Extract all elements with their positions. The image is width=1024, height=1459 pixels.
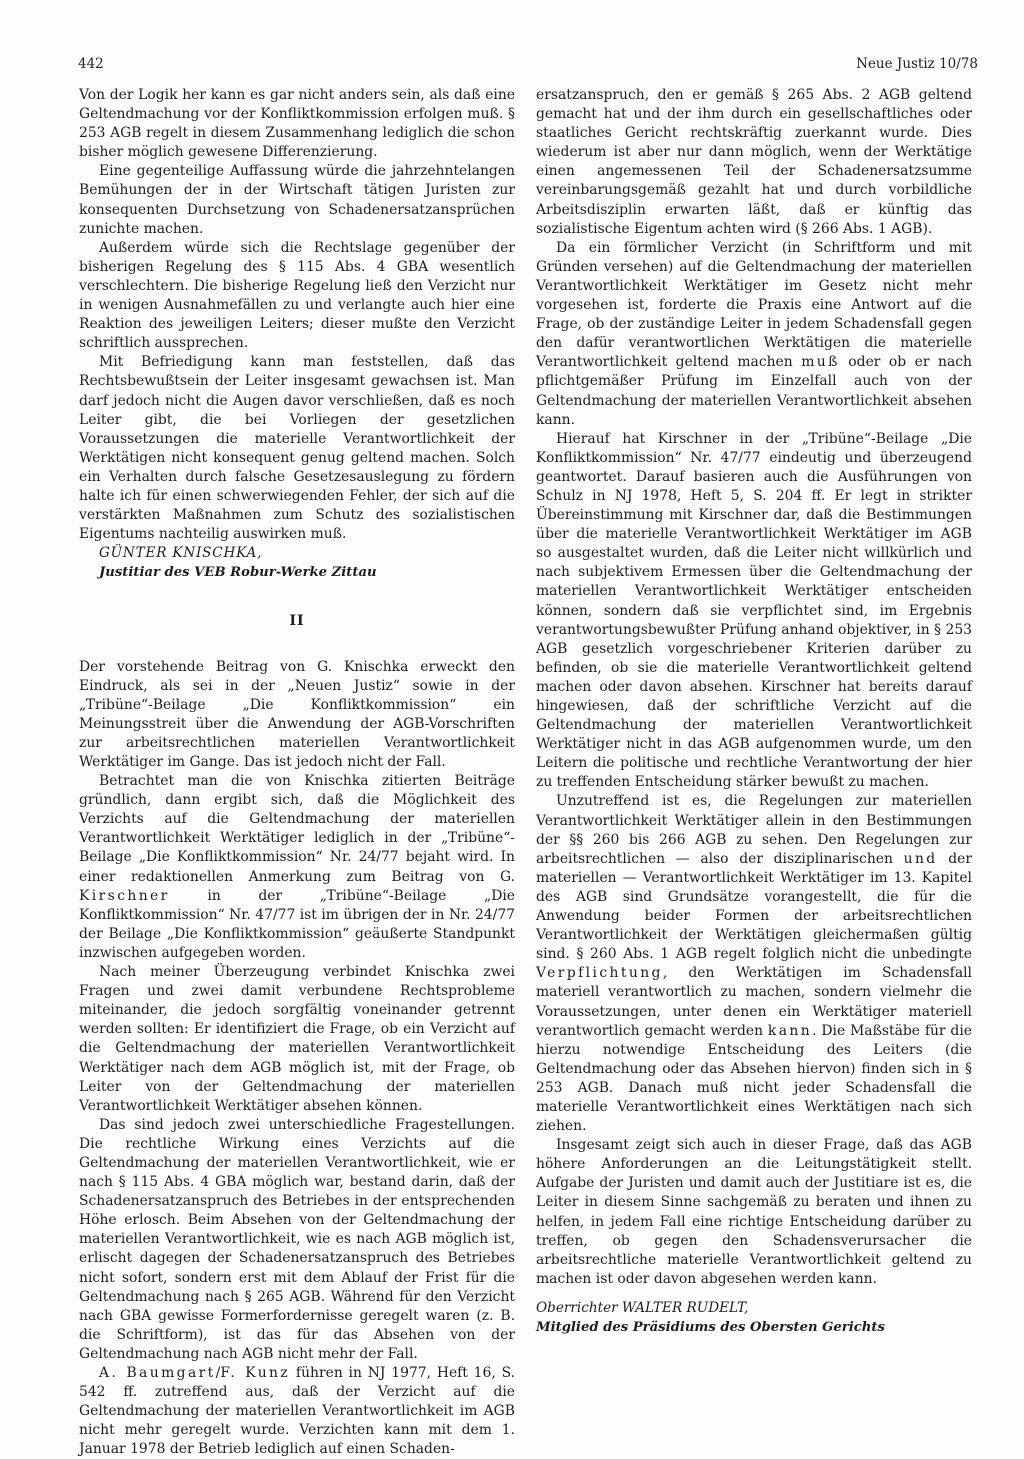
paragraph: Hierauf hat Kirschner in der „Tribüne“-Beilage „Die Konfliktkommission“ Nr. 47/77 eindeutig und überzeugend geantwortet. Darauf basieren auch die Ausführungen von Schulz in NJ 1978, Heft 5, S. 204 ff. Er legt in strikter Übereinstimmung mit Kirschner dar, daß die Bestimmungen über die materielle Verantwortlichkeit Werktätiger im AGB so ausgestaltet wurden, daß die Leiter nicht willkürlich und nach subjektivem Ermessen über die Geltendmachung der materiellen Verantwortlichkeit Werktätiger entscheiden können, sondern daß sie verpflichtet sind, im Ergebnis verantwortungsbewußter Prüfung anhand objektiver, in § 253 AGB gesetzlich vorgeschriebener Kriterien darüber zu befinden, ob sie die materielle Verantwortlichkeit geltend machen oder davon absehen. Kirschner hat bereits darauf hingewiesen, daß der schriftliche Verzicht auf die Geltendmachung der materiellen Verantwortlichkeit Werktätiger nicht in das AGB aufgenommen wurde, um den Leitern die politische und rechtliche Verantwortung der hier zu treffenden Entscheidung stärker bewußt zu machen. xyxy=(536,430,972,791)
journal-issue: Neue Justiz 10/78 xyxy=(856,56,978,72)
text-run: in der „Tribüne“-Beilage „Die Konfliktkommission“ Nr. 47/77 ist im übrigen der in Nr. 24/77 der Beilage „Die Konfliktkommission“ geäußerte Standpunkt inzwischen aufgegeben worden. xyxy=(79,887,515,961)
paragraph: Insgesamt zeigt sich auch in dieser Frage, daß das AGB höhere Anforderungen an die Leitungstätigkeit stellt. Aufgabe der Juristen und damit auch der Justitiare ist es, die Leiter in diesem Sinne sachgemäß zu beraten und ihnen zu helfen, in jedem Fall eine richtige Entscheidung darüber zu treffen, ob gegen den Schadensverursacher die arbeitsrechtliche materielle Verantwortlichkeit geltend zu machen ist oder davon abgesehen werden kann. xyxy=(536,1137,972,1287)
spaced-name: Kirschner xyxy=(79,887,170,904)
paragraph: Von der Logik her kann es gar nicht anders sein, als daß eine Geltendmachung vor der Konfliktkommission erfolgen muß. § 253 AGB regelt in diesem Zusammenhang lediglich die schon bisher möglich gewesene Differenzierung. xyxy=(79,87,515,161)
author-role: Mitglied des Präsidiums des Obersten Gerichts xyxy=(536,1320,885,1335)
text-run: oder ob er nach pflichtgemäßer Prüfung im Einzelfall auch von der Geltendmachung der materiellen Verantwortlichkeit absehen kann. xyxy=(536,354,972,428)
paragraph: Nach meiner Überzeugung verbindet Knischka zwei Fragen und zwei damit verbundene Rechtsprobleme miteinander, die jedoch sorgfältig voneinander getrennt werden sollten: Er identifiziert die Frage, ob ein Verzicht auf die Geltendmachung der materiellen Verantwortlichkeit Werktätiger nach dem AGB möglich ist, mit der Frage, ob Leiter von der Geltendmachung der materiellen Verantwortlichkeit Werktätiger absehen können. xyxy=(79,964,515,1114)
signature-block xyxy=(536,1299,972,1337)
text-run: führen in NJ 1977, Heft 16, S. 542 ff. zutreffend aus, daß der Verzicht auf die Geltendmachung der materiellen Verantwortlichkeit im AGB nicht mehr geregelt wurde. Verzichten kann mit dem 1. Januar 1978 der Betrieb lediglich auf einen Schaden- xyxy=(79,1365,516,1458)
paragraph: ersatzanspruch, den er gemäß § 265 Abs. 2 AGB geltend gemacht hat und der ihm durch ein gesellschaftliches oder staatliches Gericht rechtskräftig zuerkannt wurde. Dies wiederum ist aber nur dann möglich, wenn der Werktätige einen angemessenen Teil der Schadenersatzsumme vereinbarungsgemäß gezahlt hat und durch vorbildliche Arbeitsdisziplin erwarten läßt, daß er künftig das sozialistische Eigentum achten wird (§ 266 Abs. 1 AGB). xyxy=(536,87,972,237)
right-column xyxy=(536,86,972,1337)
running-header xyxy=(78,56,978,76)
section-number: II xyxy=(289,613,305,630)
emphasis: und xyxy=(903,850,938,867)
paragraph xyxy=(536,792,972,1136)
spaced-name: A. Baumgart xyxy=(99,1365,216,1381)
paragraph: Der vorstehende Beitrag von G. Knischka erweckt den Eindruck, als sei in der „Neuen Justiz“ sowie in der „Tribüne“-Beilage „Die Konfliktkommission“ ein Meinungsstreit über die Anwendung der AGB-Vorschriften zur arbeitsrechtlichen materiellen Verantwortlichkeit Werktätiger im Gange. Das ist jedoch nicht der Fall. xyxy=(79,658,515,770)
emphasis: kann xyxy=(767,1022,813,1039)
emphasis: Verpflichtung xyxy=(536,965,663,982)
author-name: GÜNTER KNISCHKA, xyxy=(99,545,263,562)
text-run: Unzutreffend ist es, die Regelungen zur materiellen Verantwortlichkeit Werktätiger allein in den Bestimmungen der §§ 260 bis 266 AGB zu sehen. Den Regelungen zur arbeitsrechtlichen — also der disziplinarischen xyxy=(536,793,972,867)
text-run: Da ein förmlicher Verzicht (in Schriftform und mit Gründen versehen) auf die Geltendmachung der materiellen Verantwortlichkeit Werktätiger im Gesetz nicht mehr vorgesehen ist, forderte die Praxis eine Antwort auf die Frage, ob der zuständige Leiter in jedem Schadensfall gegen den dafür verantwortlichen Werktätigen die materielle Verantwortlichkeit geltend machen xyxy=(536,239,972,371)
paragraph: Außerdem würde sich die Rechtslage gegenüber der bisherigen Regelung des § 115 Abs. 4 GBA wesentlich verschlechtern. Die bisherige Regelung ließ den Verzicht nur in wenigen Ausnahmefällen zu und verlangte auch hier eine Reaktion des jeweiligen Leiters; dieser mußte den Verzicht schriftlich aussprechen. xyxy=(79,239,515,352)
text-run: , den Werktätigen im Schadensfall materiell verantwortlich zu machen, sondern vielmehr die Voraussetzungen, unter denen ein Werktätiger materiell verantwortlich gemacht werden xyxy=(536,965,972,1039)
page-number: 442 xyxy=(78,56,104,72)
emphasis: muß xyxy=(801,354,840,371)
text-run: der materiellen — Verantwortlichkeit Werktätiger im 13. Kapitel des AGB sind Grundsätze vorangestellt, die für die Anwendung beider Formen der arbeitsrechtlichen Verantwortlichkeit der Werktätigen gleichermaßen gültig sind. § 260 Abs. 1 AGB regelt folglich nicht die unbedingte xyxy=(536,850,973,963)
paragraph: Das sind jedoch zwei unterschiedliche Fragestellungen. Die rechtliche Wirkung eines Verzichts auf die Geltendmachung der materiellen Verantwortlichkeit, wie er nach § 115 Abs. 4 GBA möglich war, bestand darin, daß der Schadenersatzanspruch des Betriebes in der entsprechenden Höhe erlosch. Beim Absehen von der Geltendmachung der materiellen Verantwortlichkeit, wie es nach AGB möglich ist, erlischt dagegen der Schadenersatzanspruch des Betriebes nicht sofort, sondern erst mit dem Ablauf der Frist für die Geltendmachung nach § 265 AGB. Während für den Verzicht nach GBA gewisse Formerfordernisse geregelt waren (z. B. die Schriftform), ist das für das Absehen von der Geltendmachung nach AGB nicht mehr der Fall. xyxy=(79,1116,515,1362)
paragraph: Mit Befriedigung kann man feststellen, daß das Rechtsbewußtsein der Leiter insgesamt gewachsen ist. Man darf jedoch nicht die Augen davor verschließen, daß es noch Leiter gibt, die bei Vorliegen der gesetzlichen Voraussetzungen die materielle Verantwortlichkeit der Werktätigen nicht konsequent genug geltend machen. Solch ein Verhalten durch falsche Gesetzesauslegung zu fördern halte ich für einen schwerwiegenden Fehler, der sich auf die verstärkten Maßnahmen zum Schutz des sozialistischen Eigentums nachteilig auswirken muß. xyxy=(79,354,515,543)
paragraph: Eine gegenteilige Auffassung würde die jahrzehntelangen Bemühungen der in der Wirtschaft tätigen Juristen zur konsequenten Durchsetzung von Schadenersatzansprüchen zunichte machen. xyxy=(79,163,515,237)
paragraph: A. Baumgart/F. Kunz führen in NJ 1977, Heft 16, S. 542 ff. zutreffend aus, daß der Verzicht auf die Geltendmachung der materiellen Verantwortlichkeit im AGB nicht mehr geregelt wurde. Verzichten kann mit dem 1. Januar 1978 der Betrieb lediglich auf einen Schaden- xyxy=(79,1365,516,1458)
text-run: Betrachtet man die von Knischka zitierten Beiträge gründlich, dann ergibt sich, daß die Möglichkeit des Verzichts auf die Geltendmachung der materiellen Verantwortlichkeit Werktätiger lediglich in der „Tribüne“-Beilage „Die Konfliktkommission“ Nr. 24/77 bejaht wird. In einer redaktionellen Anmerkung zum Beitrag von G. xyxy=(79,773,515,885)
paragraph xyxy=(536,239,972,430)
spaced-name: F. Kunz xyxy=(220,1365,291,1381)
paragraph xyxy=(79,772,515,963)
author-name: Oberrichter WALTER RUDELT, xyxy=(536,1299,749,1316)
left-column xyxy=(79,86,515,1459)
author-role: Justitiar des VEB Robur-Werke Zittau xyxy=(99,565,377,581)
text-run: . Die Maßstäbe für die hierzu notwendige Entscheidung des Leiters (die Geltendmachung oder das Absehen hiervon) finden sich in § 253 AGB. Danach muß nicht jeder Schadensfall die materielle Verantwortlichkeit eines Werktätigen nach sich ziehen. xyxy=(536,1022,972,1135)
